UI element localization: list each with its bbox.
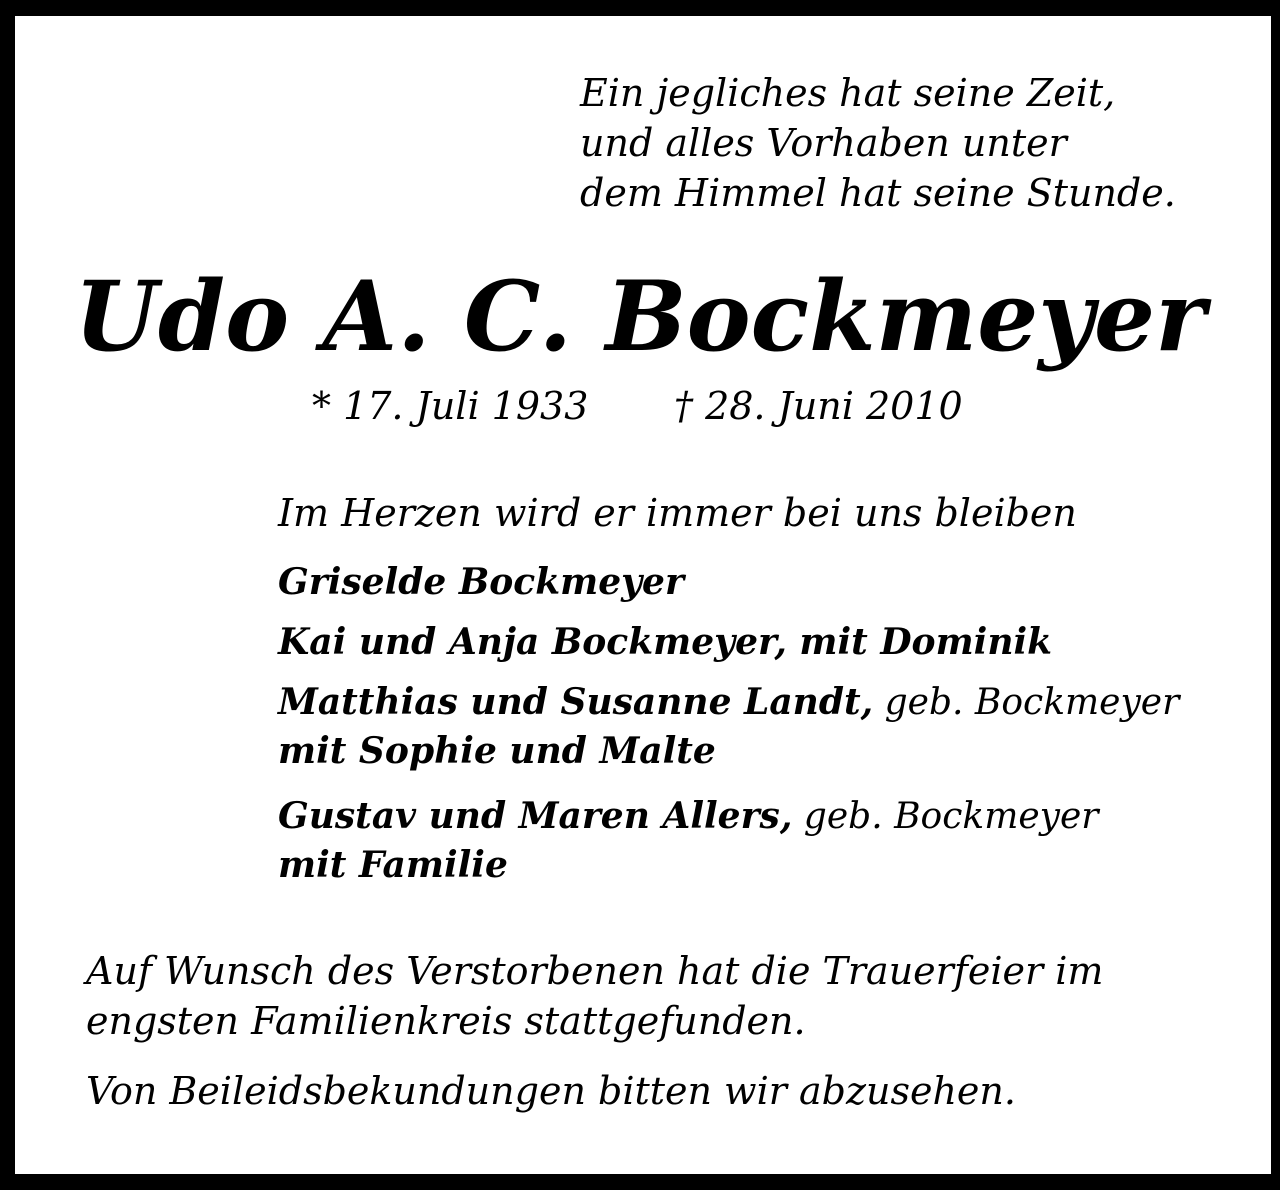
condolence-note: Von Beileidsbekundungen bitten wir abzusehen.	[86, 1069, 1016, 1113]
family-member-line	[278, 678, 1179, 727]
family-member-line	[278, 792, 1098, 841]
funeral-note-line: Auf Wunsch des Verstorbenen hat die Trauerfeier im	[86, 949, 1104, 993]
remembrance-text: Im Herzen wird er immer bei uns bleiben	[278, 491, 1077, 535]
birth-date: * 17. Juli 1933	[312, 384, 589, 428]
family-member	[278, 558, 684, 607]
birth-name-note: geb. Bockmeyer	[873, 682, 1180, 723]
family-member-children: mit Sophie und Malte	[278, 730, 716, 772]
family-member	[278, 678, 1179, 776]
family-member-name: Gustav und Maren Allers,	[278, 795, 793, 837]
deceased-name: Udo A. C. Bockmeyer	[74, 260, 1206, 373]
birth-name-note: geb. Bockmeyer	[792, 796, 1099, 837]
family-member-name: Griselde Bockmeyer	[278, 561, 684, 603]
quote-line: dem Himmel hat seine Stunde.	[580, 171, 1176, 215]
death-date: † 28. Juni 2010	[674, 384, 963, 428]
family-member-name: Matthias und Susanne Landt,	[278, 681, 874, 723]
family-member-line	[278, 727, 1179, 776]
family-member-children: mit Familie	[278, 844, 508, 886]
quote-line: Ein jegliches hat seine Zeit,	[580, 71, 1116, 115]
funeral-note	[86, 946, 1103, 1046]
funeral-note-line: engsten Familienkreis stattgefunden.	[86, 999, 806, 1043]
family-member	[278, 792, 1098, 890]
family-member-name: Kai und Anja Bockmeyer, mit Dominik	[278, 621, 1053, 663]
family-member	[278, 618, 1052, 667]
family-member-line	[278, 841, 1098, 890]
quote-line: und alles Vorhaben unter	[580, 121, 1067, 165]
quote-verse	[580, 68, 1176, 218]
